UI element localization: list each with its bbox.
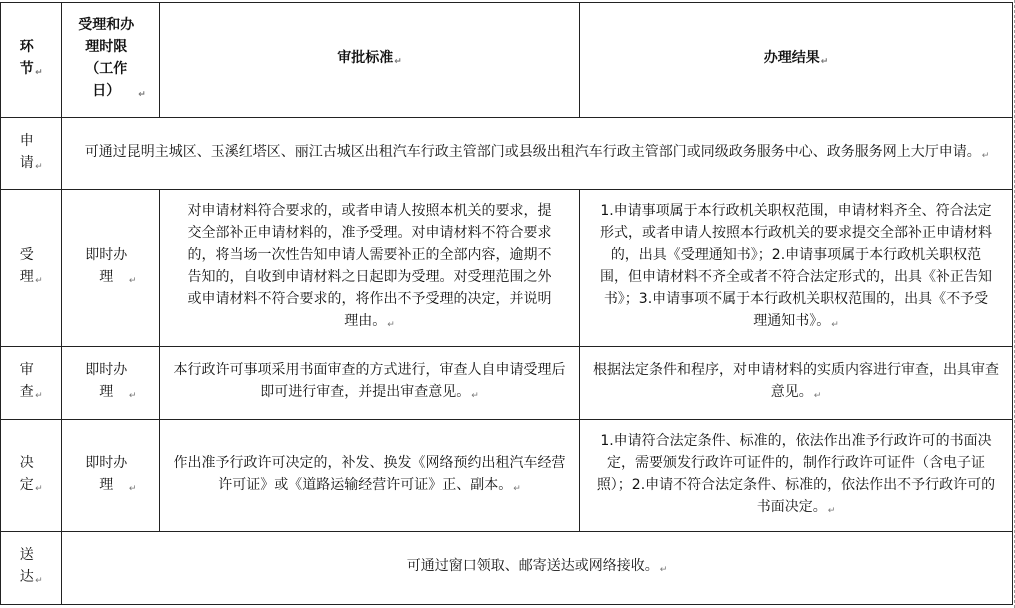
decide-stage: 决定↵ bbox=[1, 420, 62, 532]
review-standard: 本行政许可事项采用书面审查的方式进行，审查人自申请受理后即可进行审查，并提出审查意见。↵ bbox=[160, 347, 580, 420]
row-decide bbox=[1, 420, 1013, 532]
row-deliver bbox=[1, 532, 1013, 605]
deliver-content: 可通过窗口领取、邮寄送达或网络接收。↵ bbox=[62, 532, 1013, 605]
row-review bbox=[1, 347, 1013, 420]
accept-standard: 对申请材料符合要求的，或者申请人按照本机关的要求，提交全部补正申请材料的，准予受理。对申请材料不符合要求的，将当场一次性告知申请人需要补正的全部内容，逾期不告知的，自收到申请材料之日起即为受理。对受理范围之外或申请材料不符合要求的，将作出不予受理的决定，并说明理由。↵ bbox=[160, 190, 580, 347]
apply-stage: 申请↵ bbox=[1, 118, 62, 190]
accept-time-limit: 即时办理 ↵ bbox=[62, 190, 160, 347]
review-stage: 审查↵ bbox=[1, 347, 62, 420]
decide-time-limit: 即时办理 ↵ bbox=[62, 420, 160, 532]
apply-content: 可通过昆明主城区、玉溪红塔区、丽江古城区出租汽车行政主管部门或县级出租汽车行政主管部门或同级政务服务中心、政务服务网上大厅申请。↵ bbox=[62, 118, 1013, 190]
header-stage: 环节↵ bbox=[1, 3, 62, 118]
decide-standard: 作出准予行政许可决定的，补发、换发《网络预约出租汽车经营许可证》或《道路运输经营许可证》正、副本。↵ bbox=[160, 420, 580, 532]
row-apply bbox=[1, 118, 1013, 190]
row-accept bbox=[1, 190, 1013, 347]
review-result: 根据法定条件和程序，对申请材料的实质内容进行审查，出具审查意见。↵ bbox=[580, 347, 1013, 420]
header-time-limit: 受理和办理时限（工作日） ↵ bbox=[62, 3, 160, 118]
header-row bbox=[1, 3, 1013, 118]
header-result: 办理结果↵ bbox=[580, 3, 1013, 118]
decide-result: 1.申请符合法定条件、标准的，依法作出准予行政许可的书面决定，需要颁发行政许可证件的，制作行政许可证件（含电子证照）；2.申请不符合法定条件、标准的，依法作出不予行政许可的书面决定。↵ bbox=[580, 420, 1013, 532]
accept-stage: 受理↵ bbox=[1, 190, 62, 347]
accept-result: 1.申请事项属于本行政机关职权范围，申请材料齐全、符合法定形式，或者申请人按照本行政机关的要求提交全部补正申请材料的，出具《受理通知书》；2.申请事项属于本行政机关职权范围，但申请材料不齐全或者不符合法定形式的，出具《补正告知书》；3.申请事项不属于本行政机关职权范围的，出具《不予受理通知书》。↵ bbox=[580, 190, 1013, 347]
header-standard: 审批标准↵ bbox=[160, 3, 580, 118]
approval-process-table bbox=[0, 2, 1013, 605]
deliver-stage: 送达↵ bbox=[1, 532, 62, 605]
review-time-limit: 即时办理 ↵ bbox=[62, 347, 160, 420]
